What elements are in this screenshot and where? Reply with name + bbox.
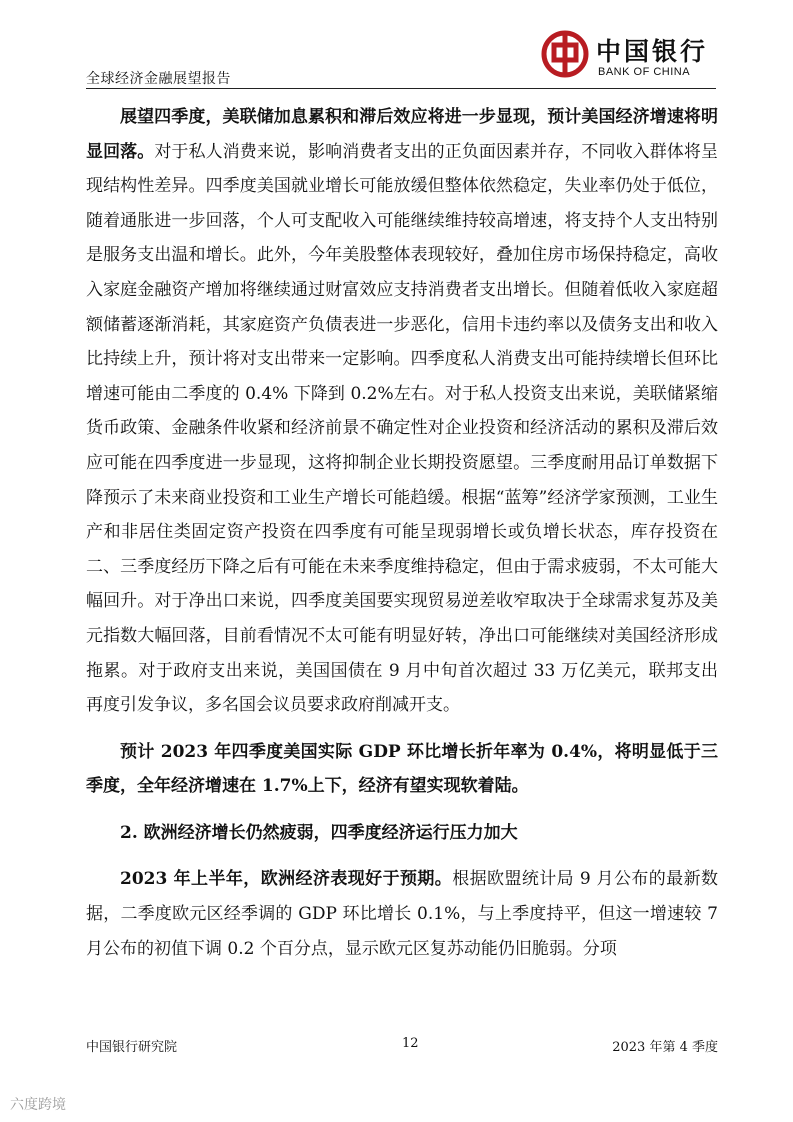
report-title: 全球经济金融展望报告 xyxy=(86,71,231,87)
page-header xyxy=(86,24,716,87)
paragraph-text: 对于私人消费来说，影响消费者支出的正负面因素并存，不同收入群体将呈现结构性差异。四季度美国就业增长可能放缓但整体依然稳定，失业率仍处于低位，随着通胀进一步回落，个人可支配收入可能继续维持较高增速，将支持个人支出特别是服务支出温和增长。此外，今年美股整体表现较好，叠加住房市场保持稳定，高收入家庭金融资产增加将继续通过财富效应支持消费者支出增长。但随着低收入家庭超额储蓄逐渐消耗，其家庭资产负债表进一步恶化，信用卡违约率以及债务支出和收入比持续上升，预计将对支出带来一定影响。四季度私人消费支出可能持续增长但环比增速可能由二季度的 0.4% 下降到 0.2%左右。对于私人投资支出来说，美联储紧缩货币政策、金融条件收紧和经济前景不确定性对企业投资和经济活动的累积及滞后效应可能在四季度进一步显现，这将抑制企业长期投资愿望。三季度耐用品订单数据下降预示了未来商业投资和工业生产增长可能趋缓。根据“蓝筹”经济学家预测，工业生产和非居住类固定资产投资在四季度有可能呈现弱增长或负增长状态，库存投资在二、三季度经历下降之后有可能在未来季度维持稳定，但由于需求疲弱，不太可能大幅回升。对于净出口来说，四季度美国要实现贸易逆差收窄取决于全球需求复苏及美元指数大幅回落，目前看情况不太可能有明显好转，净出口可能继续对美国经济形成拖累。对于政府支出来说，美国国债在 9 月中旬首次超过 33 万亿美元，联邦支出再度引发争议，多名国会议员要求政府削减开支。 xyxy=(86,141,719,716)
paragraph-lead-sentence: 预计 2023 年四季度美国实际 GDP 环比增长折年率为 0.4%，将明显低于三季度，全年经济增速在 1.7%上下，经济有望实现软着陆。 xyxy=(86,741,718,797)
paragraph-us-forecast xyxy=(86,735,718,804)
bank-of-china-emblem-icon xyxy=(541,30,589,78)
watermark xyxy=(10,1094,66,1114)
bank-logo xyxy=(541,28,716,84)
footer-period: 2023 年第 4 季度 xyxy=(612,1040,718,1055)
paragraph-europe-h1 xyxy=(86,862,718,966)
report-body xyxy=(86,100,718,966)
paragraph-lead-sentence: 2023 年上半年，欧洲经济表现好于预期。 xyxy=(120,869,453,890)
footer-institute: 中国银行研究院 xyxy=(86,1040,178,1055)
logo-chinese-name: 中国银行 xyxy=(596,37,709,66)
paragraph-text: 根据欧盟统计局 9 月公布的最新数据，二季度欧元区经季调的 GDP 环比增长 0.1%，与上季度持平，但这一增速较 7 月公布的初值下调 0.2 个百分点，显示欧元区复苏动能仍旧脆弱。分项 xyxy=(86,869,719,959)
section-heading-europe: 2. 欧洲经济增长仍然疲弱，四季度经济运行压力加大 xyxy=(120,822,518,843)
page-number: 12 xyxy=(402,1036,419,1051)
watermark-text: 六度跨境 xyxy=(10,1097,66,1113)
header-divider xyxy=(86,88,716,89)
paragraph-us-outlook xyxy=(86,100,718,723)
paragraph-lead-sentence: 展望四季度，美联储加息累积和滞后效应将进一步显现，预计美国经济增速将明显回落。 xyxy=(86,107,718,162)
logo-english-name: BANK OF CHINA xyxy=(598,66,691,78)
